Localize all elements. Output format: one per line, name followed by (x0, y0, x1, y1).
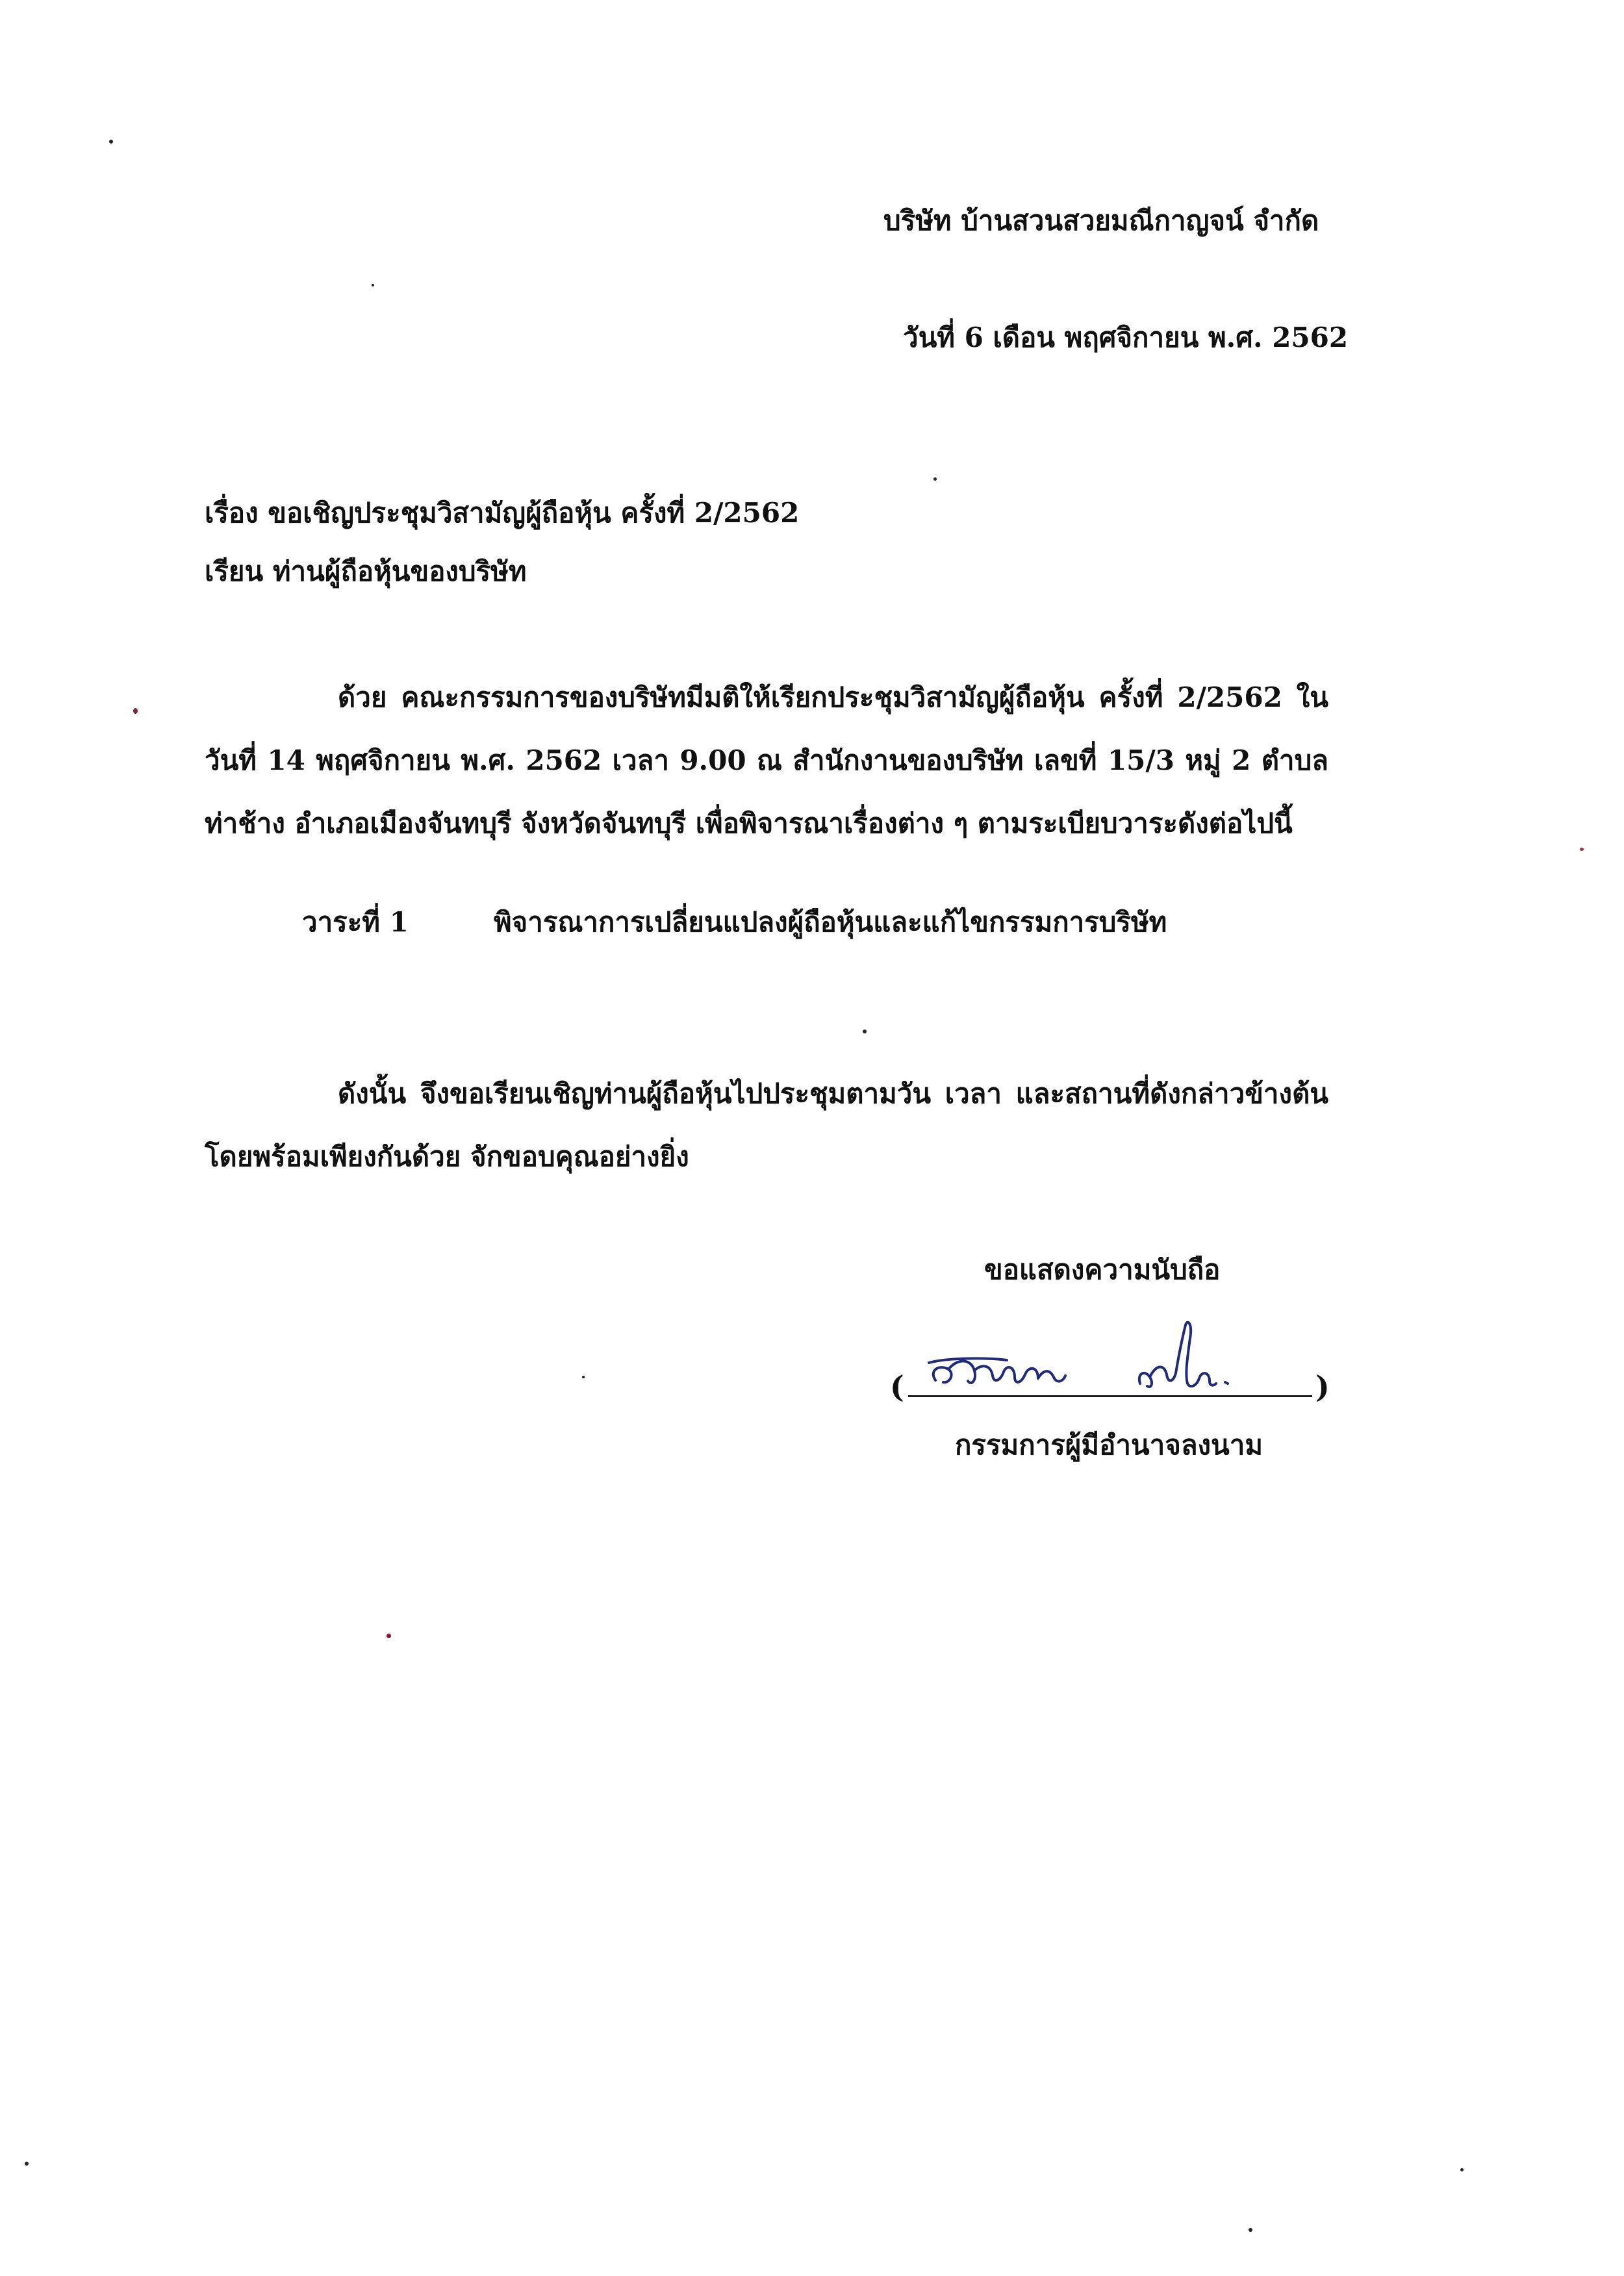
handwritten-signature (909, 1319, 1299, 1403)
scan-speck (133, 708, 138, 714)
closing-phrase: ขอแสดงความนับถือ (984, 1254, 1221, 1285)
scan-speck (933, 477, 937, 481)
scan-speck (1460, 2168, 1464, 2171)
scan-speck (1249, 2228, 1252, 2232)
signature-open-paren: ( (890, 1369, 904, 1404)
scan-speck (1580, 848, 1584, 851)
company-name: บริษัท บ้านสวนสวยมณีกาญจน์ จำกัด (883, 205, 1319, 236)
scan-speck (863, 1030, 867, 1033)
signature-close-paren: ) (1315, 1369, 1330, 1404)
scan-speck (372, 284, 374, 286)
letter-subject: เรื่อง ขอเชิญประชุมวิสามัญผู้ถือหุ้น ครั้งที่ 2/2562 (205, 497, 800, 529)
scan-speck (25, 2162, 29, 2166)
scan-speck (582, 1376, 585, 1378)
agenda-number: วาระที่ 1 (302, 906, 409, 938)
scan-speck (109, 140, 113, 144)
signer-title: กรรมการผู้มีอำนาจลงนาม (955, 1429, 1263, 1461)
signature-block (890, 1319, 1332, 1416)
letter-date: วันที่ 6 เดือน พฤศจิกายน พ.ศ. 2562 (903, 322, 1349, 353)
scan-speck (387, 1634, 391, 1638)
body-paragraph-1: ด้วย คณะกรรมการของบริษัทมีมติให้เรียกประชุมวิสามัญผู้ถือหุ้น ครั้งที่ 2/2562 ในวันที่ 14 พฤศจิกายน พ.ศ. 2562 เวลา 9.00 ณ สำนักงานของบริษัท เลขที่ 15/3 หมู่ 2 ตำบลท่าช้าง อำเภอเมืองจันทบุรี จังหวัดจันทบุรี เพื่อพิจารณาเรื่องต่าง ๆ ตามระเบียบวาระดังต่อไปนี้ (205, 681, 1328, 839)
letter-salutation: เรียน ท่านผู้ถือหุ้นของบริษัท (205, 555, 527, 587)
agenda-text: พิจารณาการเปลี่ยนแปลงผู้ถือหุ้นและแก้ไขกรรมการบริษัท (494, 906, 1167, 938)
body-paragraph-2: ดังนั้น จึงขอเรียนเชิญท่านผู้ถือหุ้นไปประชุมตามวัน เวลา และสถานที่ดังกล่าวข้างต้นโดยพร้อมเพียงกันด้วย จักขอบคุณอย่างยิ่ง (205, 1078, 1328, 1172)
